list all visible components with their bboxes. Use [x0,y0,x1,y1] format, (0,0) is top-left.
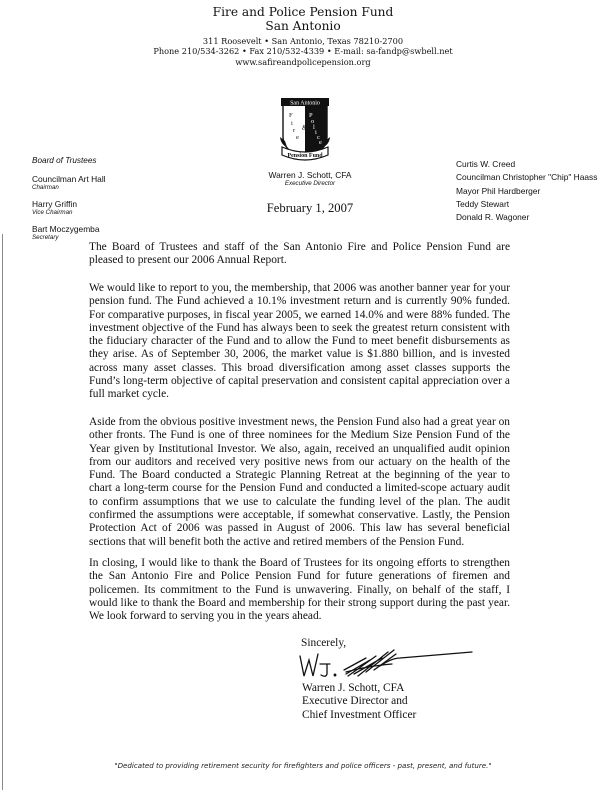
svg-text:c: c [317,134,320,141]
svg-text:i: i [291,120,293,127]
svg-text:F: F [289,112,293,119]
logo-banner-top: San Antonio [290,100,320,107]
svg-text:e: e [296,134,299,141]
svg-text:P: P [309,112,313,119]
svg-text:l: l [313,124,315,131]
trustee-name: Donald R. Wagoner [456,212,530,223]
letter-paragraph: Aside from the obvious positive investment news, the Pension Fund also had a great year on other fronts. The Fund is one of three nominees for the Medium Size Pension Fund of the Year given by Institutional Investor. We also, again, received an unqualified audit opinion from our auditors and received very positive news from our actuary on the health of the Fund. The Board conducted a Strategic Planning Retreat at the beginning of the year to chart a long-term course for the Pension Fund and conducted a limited-scope actuary audit to confirm assumptions that we use to calculate the funding level of the plan. The audit confirmed the assumptions were acceptable, if somewhat conservative. Lastly, the Pension Protection Act of 2006 was passed in August of 2006. This law has several beneficial sections that will benefit both the active and retired members of the Pension Fund. [89,416,510,548]
signer-title: Executive Director and [302,695,408,708]
trustee-name: Curtis W. Creed [456,159,516,169]
org-website: www.safireandpolicepension.org [235,57,371,67]
handwritten-signature-icon [296,644,496,680]
scan-margin-line [2,234,3,790]
svg-text:r: r [293,127,296,134]
svg-text:i: i [315,129,317,136]
trustee-name: Councilman Art Hall [32,174,106,184]
trustee [32,224,106,242]
trustee-title: Vice Chairman [32,209,73,216]
svg-text:e: e [319,139,322,146]
director-title: Executive Director [284,180,336,187]
trustee-name: Harry Griffin [32,199,77,209]
trustee-name: Teddy Stewart [456,198,510,209]
svg-text:o: o [311,118,315,125]
board-of-trustees-left [32,156,106,249]
letter-paragraph: In closing, I would like to thank the Board of Trustees for its ongoing efforts to strengthen the San Antonio Fire and Police Pension Fund for future generations of firemen and policemen. Its commitment to the Fund is unwavering. Finally, on behalf of the staff, I would like to thank the Board and membership for their strong support during the past year. We look forward to serving you in the years ahead. [89,557,510,623]
letter-paragraph: We would like to report to you, the membership, that 2006 was another banner year for your pension fund. The Fund achieved a 10.1% investment return and is currently 90% funded. For comparative purposes, in fiscal year 2005, we earned 14.0% and were 88% funded. The investment objective of the Fund has always been to seek the greatest return consistent with the fiduciary character of the Fund and to allow the Fund to meet benefit disbursements as they arise. As of September 30, 2006, the market value is $1.880 billion, and is invested across many asset classes. This broad diversification among asset classes supports the Fund’s long-term objective of capital preservation and consistent capital appreciation over a full market cycle. [89,282,510,401]
svg-text:&: & [302,124,308,132]
shield-crest-icon [279,97,331,165]
signer-name: Warren J. Schott, CFA [302,682,405,694]
board-heading: Board of Trustees [32,156,97,165]
closing-salutation: Sincerely, [301,637,347,649]
org-address: 311 Roosevelt • San Antonio, Texas 78210-2700 [202,36,404,46]
signer-title: Chief Investment Officer [302,708,417,721]
director-name: Warren J. Schott, CFA [268,170,352,180]
footer-motto: "Dedicated to providing retirement security for firefighters and police officers - past, present, and future." [114,761,492,770]
org-contact: Phone 210/534-3262 • Fax 210/532-4339 • E-mail: sa-fandp@swbell.net [153,46,453,56]
trustee-name: Mayor Phil Hardberger [456,185,541,196]
trustee-title: Chairman [32,184,59,191]
signer-block [302,682,416,722]
org-city: San Antonio [265,19,341,33]
trustee [32,199,106,217]
org-name: Fire and Police Pension Fund [212,5,394,19]
trustee-name: Councilman Christopher "Chip" Haass [456,172,598,183]
trustee [32,174,106,192]
board-of-trustees-right [456,158,597,224]
trustee-name: Bart Moczygemba [32,224,100,234]
trustee-title: Secretary [32,234,59,241]
letter-date: February 1, 2007 [266,201,354,215]
logo-banner-bottom: Pension Fund [287,153,323,159]
executive-director-block [230,170,390,188]
letter-paragraph: The Board of Trustees and staff of the San Antonio Fire and Police Pension Fund are pleased to present our 2006 Annual Report. [89,241,510,267]
